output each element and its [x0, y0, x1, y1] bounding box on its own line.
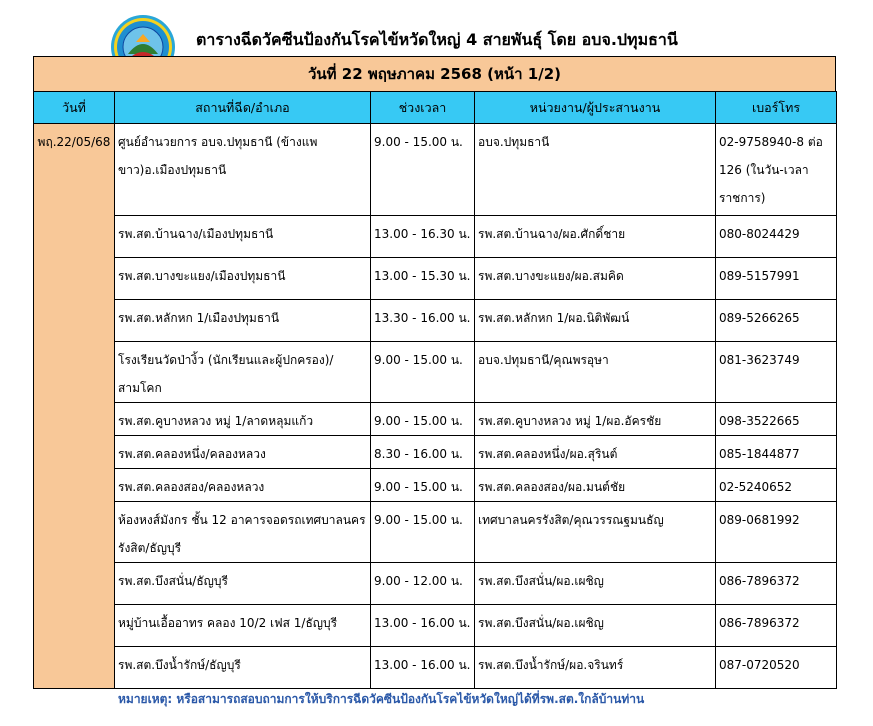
place-cell: รพ.สต.บ้านฉาง/เมืองปทุมธานี: [115, 216, 371, 258]
table-row: [34, 469, 837, 502]
time-cell: 9.00 - 15.00 น.: [371, 403, 475, 436]
place-cell: รพ.สต.หลักหก 1/เมืองปทุมธานี: [115, 300, 371, 342]
time-cell: 9.00 - 12.00 น.: [371, 563, 475, 605]
phone-cell: 089-5266265: [716, 300, 837, 342]
table-row: [34, 342, 837, 403]
place-cell: หมู่บ้านเอื้ออาทร คลอง 10/2 เฟส 1/ธัญบุรี: [115, 605, 371, 647]
time-cell: 9.00 - 15.00 น.: [371, 469, 475, 502]
place-cell: โรงเรียนวัดป่างิ้ว (นักเรียนและผู้ปกครอง)/สามโคก: [115, 342, 371, 403]
time-cell: 13.00 - 16.30 น.: [371, 216, 475, 258]
time-cell: 8.30 - 16.00 น.: [371, 436, 475, 469]
place-cell: ห้องหงส์มังกร ชั้น 12 อาคารจอดรถเทศบาลนครรังสิต/ธัญบุรี: [115, 502, 371, 563]
table-row: [34, 436, 837, 469]
phone-cell: 089-0681992: [716, 502, 837, 563]
schedule-table: [33, 91, 837, 689]
agency-cell: รพ.สต.บางขะแยง/ผอ.สมคิด: [475, 258, 716, 300]
table-row: [34, 563, 837, 605]
place-cell: รพ.สต.บึงสนั่น/ธัญบุรี: [115, 563, 371, 605]
table-row: [34, 216, 837, 258]
phone-cell: 087-0720520: [716, 647, 837, 689]
agency-cell: รพ.สต.บึงน้ำรักษ์/ผอ.จรินทร์: [475, 647, 716, 689]
agency-cell: รพ.สต.บ้านฉาง/ผอ.ศักดิ์ชาย: [475, 216, 716, 258]
agency-cell: รพ.สต.คลองหนึ่ง/ผอ.สุรินต์: [475, 436, 716, 469]
column-header-agency: หน่วยงาน/ผู้ประสานงาน: [475, 92, 716, 124]
table-row: [34, 124, 837, 216]
time-cell: 13.00 - 16.00 น.: [371, 647, 475, 689]
time-cell: 9.00 - 15.00 น.: [371, 124, 475, 216]
document-title: ตารางฉีดวัคซีนป้องกันโรคไข้หวัดใหญ่ 4 สายพันธุ์ โดย อบจ.ปทุมธานี: [196, 30, 678, 49]
phone-cell: 085-1844877: [716, 436, 837, 469]
phone-cell: 086-7896372: [716, 563, 837, 605]
place-cell: รพ.สต.คลองหนึ่ง/คลองหลวง: [115, 436, 371, 469]
date-page-banner: วันที่ 22 พฤษภาคม 2568 (หน้า 1/2): [33, 56, 836, 92]
phone-cell: 081-3623749: [716, 342, 837, 403]
column-header-time: ช่วงเวลา: [371, 92, 475, 124]
agency-cell: รพ.สต.บึงสนั่น/ผอ.เผชิญ: [475, 563, 716, 605]
table-row: [34, 502, 837, 563]
footer-note: หมายเหตุ: หรือสามารถสอบถามการให้บริการฉีดวัคซีนป้องกันโรคไข้หวัดใหญ่ได้ที่รพ.สต.ใกล้บ้านท่าน: [118, 692, 645, 706]
column-header-date: วันที่: [34, 92, 115, 124]
time-cell: 13.00 - 15.30 น.: [371, 258, 475, 300]
place-cell: ศูนย์อำนวยการ อบจ.ปทุมธานี (ข้างแพขาว)อ.เมืองปทุมธานี: [115, 124, 371, 216]
date-cell: พฤ.22/05/68: [34, 124, 115, 689]
column-header-place: สถานที่ฉีด/อำเภอ: [115, 92, 371, 124]
phone-cell: 02-9758940-8 ต่อ 126 (ในวัน-เวลาราชการ): [716, 124, 837, 216]
table-row: [34, 403, 837, 436]
agency-cell: เทศบาลนครรังสิต/คุณวรรณฐมนธัญ: [475, 502, 716, 563]
agency-cell: รพ.สต.คลองสอง/ผอ.มนต์ชัย: [475, 469, 716, 502]
agency-cell: รพ.สต.บึงสนั่น/ผอ.เผชิญ: [475, 605, 716, 647]
table-header-row: [34, 92, 837, 124]
place-cell: รพ.สต.บึงน้ำรักษ์/ธัญบุรี: [115, 647, 371, 689]
time-cell: 13.00 - 16.00 น.: [371, 605, 475, 647]
agency-cell: อบจ.ปทุมธานี/คุณพรอุษา: [475, 342, 716, 403]
time-cell: 9.00 - 15.00 น.: [371, 502, 475, 563]
phone-cell: 02-5240652: [716, 469, 837, 502]
time-cell: 13.30 - 16.00 น.: [371, 300, 475, 342]
table-row: [34, 300, 837, 342]
column-header-phone: เบอร์โทร: [716, 92, 837, 124]
table-row: [34, 605, 837, 647]
time-cell: 9.00 - 15.00 น.: [371, 342, 475, 403]
agency-cell: รพ.สต.คูบางหลวง หมู่ 1/ผอ.อัครชัย: [475, 403, 716, 436]
table-row: [34, 647, 837, 689]
phone-cell: 098-3522665: [716, 403, 837, 436]
place-cell: รพ.สต.คลองสอง/คลองหลวง: [115, 469, 371, 502]
place-cell: รพ.สต.คูบางหลวง หมู่ 1/ลาดหลุมแก้ว: [115, 403, 371, 436]
phone-cell: 080-8024429: [716, 216, 837, 258]
agency-cell: อบจ.ปทุมธานี: [475, 124, 716, 216]
phone-cell: 089-5157991: [716, 258, 837, 300]
place-cell: รพ.สต.บางขะแยง/เมืองปทุมธานี: [115, 258, 371, 300]
table-row: [34, 258, 837, 300]
phone-cell: 086-7896372: [716, 605, 837, 647]
agency-cell: รพ.สต.หลักหก 1/ผอ.นิติพัฒน์: [475, 300, 716, 342]
